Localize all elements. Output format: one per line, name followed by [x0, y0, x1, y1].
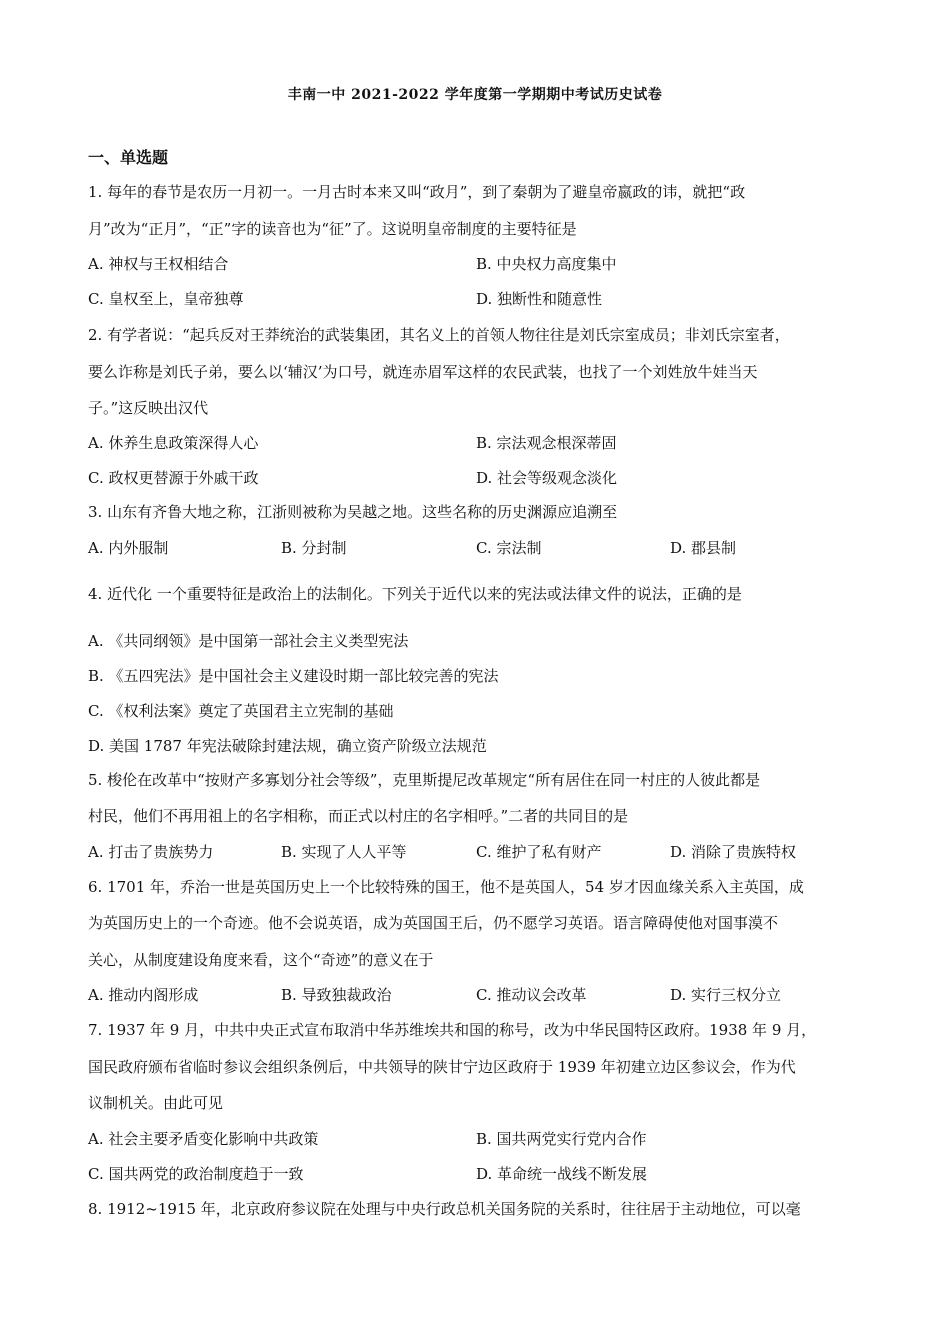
question-1-line-2: 月”改为“正月”，“正”字的读音也为“征”了。这说明皇帝制度的主要特征是 — [88, 220, 577, 238]
question-2-option-a: A. 休养生息政策深得人心 — [88, 434, 259, 452]
question-5-line-1: 5. 梭伦在改革中“按财产多寡划分社会等级”，克里斯提尼改革规定“所有居住在同一村庄的人彼此都是 — [88, 771, 761, 789]
question-7-line-3: 议制机关。由此可见 — [88, 1094, 224, 1112]
question-2-line-3: 子。”这反映出汉代 — [88, 399, 209, 417]
question-2-option-d: D. 社会等级观念淡化 — [476, 469, 618, 487]
question-2-line-2: 要么诈称是刘氏子弟，要么以‘辅汉’为口号，就连赤眉军这样的农民武装，也找了一个刘姓放牛娃当天 — [88, 363, 758, 381]
question-7-line-1: 7. 1937 年 9 月，中共中央正式宣布取消中华苏维埃共和国的称号，改为中华民国特区政府。1938 年 9 月， — [88, 1021, 817, 1039]
question-4-line-1: 4. 近代化 一个重要特征是政治上的法制化。下列关于近代以来的宪法或法律文件的说法，正确的是 — [88, 585, 742, 603]
question-6-option-a: A. 推动内阁形成 — [88, 986, 199, 1004]
question-2-line-1: 2. 有学者说：“起兵反对王莽统治的武装集团，其名义上的首领人物往往是刘氏宗室成员；非刘氏宗室者， — [88, 326, 790, 344]
question-6-option-d: D. 实行三权分立 — [670, 986, 782, 1004]
question-7-option-a: A. 社会主要矛盾变化影响中共政策 — [88, 1130, 319, 1148]
question-4-option-d: D. 美国 1787 年宪法破除封建法规，确立资产阶级立法规范 — [88, 737, 487, 755]
question-5-option-c: C. 维护了私有财产 — [476, 843, 602, 861]
question-7-option-d: D. 革命统一战线不断发展 — [476, 1165, 648, 1183]
question-3-option-c: C. 宗法制 — [476, 539, 542, 557]
question-6-option-c: C. 推动议会改革 — [476, 986, 587, 1004]
question-4-option-c: C. 《权利法案》奠定了英国君主立宪制的基础 — [88, 702, 394, 720]
question-7-line-2: 国民政府颁布省临时参议会组织条例后，中共领导的陕甘宁边区政府于 1939 年初建立边区参议会，作为代 — [88, 1058, 796, 1076]
page-title: 丰南一中 2021-2022 学年度第一学期期中考试历史试卷 — [287, 87, 663, 103]
question-5-option-a: A. 打击了贵族势力 — [88, 843, 214, 861]
question-1-option-a: A. 神权与王权相结合 — [88, 255, 229, 273]
question-8-line-1: 8. 1912~1915 年，北京政府参议院在处理与中央行政总机关国务院的关系时，往往居于主动地位，可以毫 — [88, 1200, 801, 1218]
question-6-line-1: 6. 1701 年，乔治一世是英国历史上一个比较特殊的国王，他不是英国人，54 岁才因血缘关系入主英国，成 — [88, 878, 804, 896]
question-4-option-b: B. 《五四宪法》是中国社会主义建设时期一部比较完善的宪法 — [88, 667, 499, 685]
question-3-line-1: 3. 山东有齐鲁大地之称，江浙则被称为吴越之地。这些名称的历史渊源应追溯至 — [88, 503, 618, 521]
question-1-option-d: D. 独断性和随意性 — [476, 290, 603, 308]
question-6-option-b: B. 导致独裁政治 — [281, 986, 392, 1004]
question-7-option-b: B. 国共两党实行党内合作 — [476, 1130, 647, 1148]
question-1-option-b: B. 中央权力高度集中 — [476, 255, 617, 273]
question-1-line-1: 1. 每年的春节是农历一月初一。一月古时本来又叫“政月”，到了秦朝为了避皇帝嬴政的讳，就把“政 — [88, 183, 746, 201]
question-7-option-c: C. 国共两党的政治制度趋于一致 — [88, 1165, 304, 1183]
section-heading: 一、单选题 — [88, 148, 169, 167]
question-2-option-b: B. 宗法观念根深蒂固 — [476, 434, 617, 452]
question-4-option-a: A. 《共同纲领》是中国第一部社会主义类型宪法 — [88, 632, 409, 650]
question-5-line-2: 村民，他们不再用祖上的名字相称，而正式以村庄的名字相呼。”二者的共同目的是 — [88, 807, 629, 825]
question-3-option-d: D. 郡县制 — [670, 539, 737, 557]
question-6-line-2: 为英国历史上的一个奇迹。他不会说英语，成为英国国王后，仍不愿学习英语。语言障碍使他对国事漠不 — [88, 914, 779, 932]
question-6-line-3: 关心，从制度建设角度来看，这个“奇迹”的意义在于 — [88, 951, 434, 969]
question-3-option-a: A. 内外服制 — [88, 539, 169, 557]
question-5-option-b: B. 实现了人人平等 — [281, 843, 407, 861]
question-2-option-c: C. 政权更替源于外戚干政 — [88, 469, 259, 487]
question-3-option-b: B. 分封制 — [281, 539, 347, 557]
question-5-option-d: D. 消除了贵族特权 — [670, 843, 797, 861]
question-1-option-c: C. 皇权至上，皇帝独尊 — [88, 290, 244, 308]
